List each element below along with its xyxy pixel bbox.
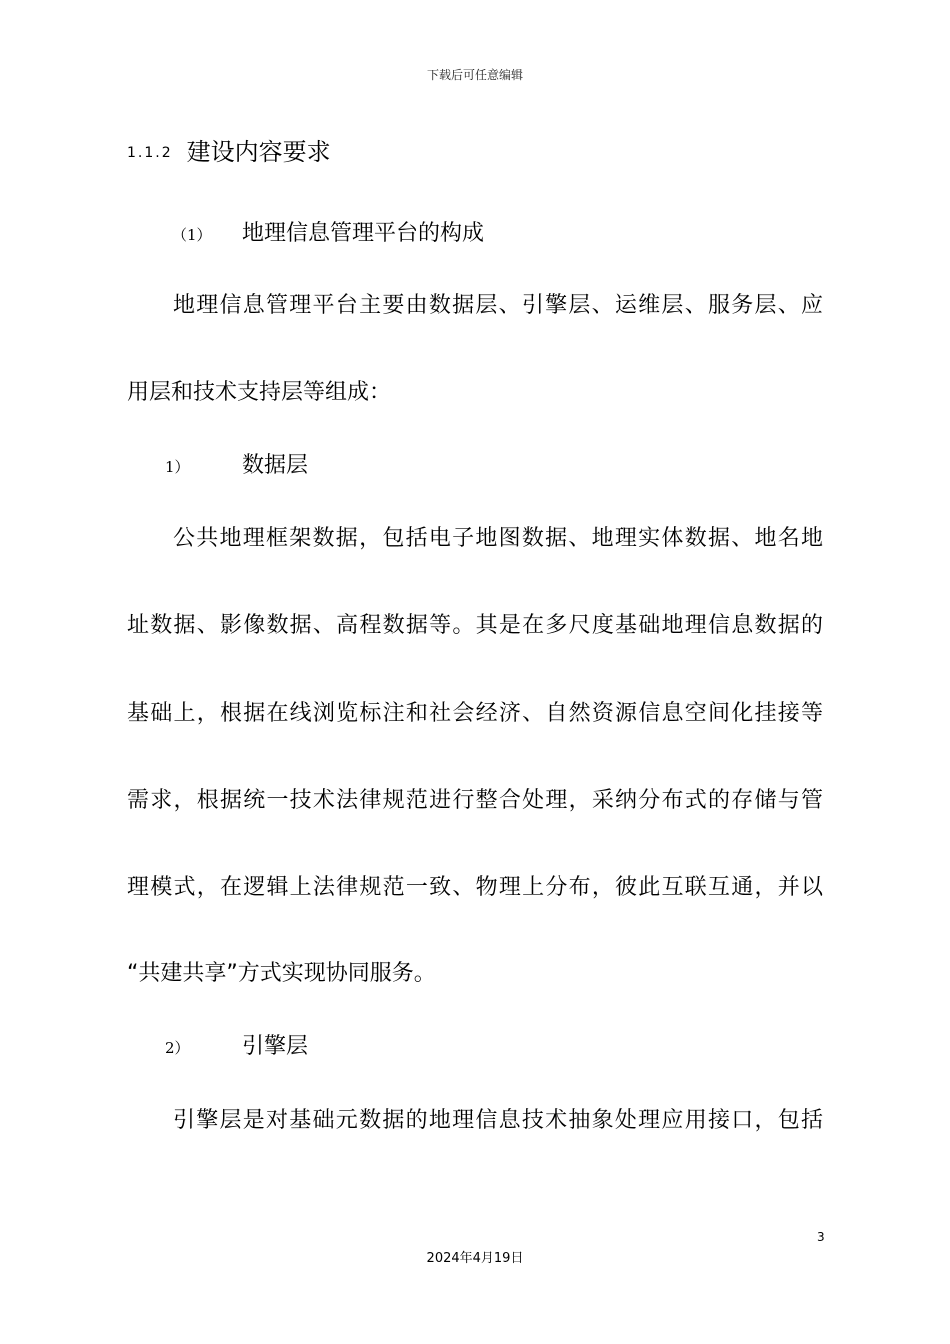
intro-line: 用层和技术支持层等组成：: [127, 380, 392, 405]
page-number: 3: [817, 1230, 825, 1244]
item-marker: 2）: [165, 1039, 190, 1057]
item-heading: [165, 1033, 308, 1062]
item-title: 引擎层: [242, 1034, 309, 1059]
paragraph-line: 需求，根据统一技术法律规范进行整合处理，采纳分布式的存储与管: [127, 788, 823, 813]
paragraph-line: 址数据、影像数据、高程数据等。其是在多尺度基础地理信息数据的: [127, 613, 823, 638]
paragraph-line: 理模式，在逻辑上法律规范一致、物理上分布，彼此互联互通，并以: [127, 875, 823, 900]
subsection-marker: （1）: [172, 226, 212, 244]
intro-line: 地理信息管理平台主要由数据层、引擎层、运维层、服务层、应: [173, 293, 823, 318]
paragraph-line: 基础上，根据在线浏览标注和社会经济、自然资源信息空间化挂接等: [127, 701, 823, 726]
section-number: 1.1.2: [127, 145, 173, 161]
paragraph-line: “共建共享”方式实现协同服务。: [127, 961, 436, 986]
section-title: 建设内容要求: [186, 138, 331, 166]
paragraph-line: 引擎层是对基础元数据的地理信息技术抽象处理应用接口，包括: [173, 1108, 823, 1133]
item-heading: [165, 452, 308, 481]
item-title: 数据层: [242, 453, 309, 478]
subsection-title: 地理信息管理平台的构成: [242, 221, 485, 246]
paragraph-line: 公共地理框架数据，包括电子地图数据、地理实体数据、地名地: [173, 526, 823, 551]
item-marker: 1）: [165, 458, 190, 476]
section-heading: [127, 138, 331, 167]
subsection-heading: [172, 220, 484, 249]
page-header-note: 下载后可任意编辑: [426, 68, 523, 82]
page-footer-date: 2024年4月19日: [426, 1251, 524, 1266]
